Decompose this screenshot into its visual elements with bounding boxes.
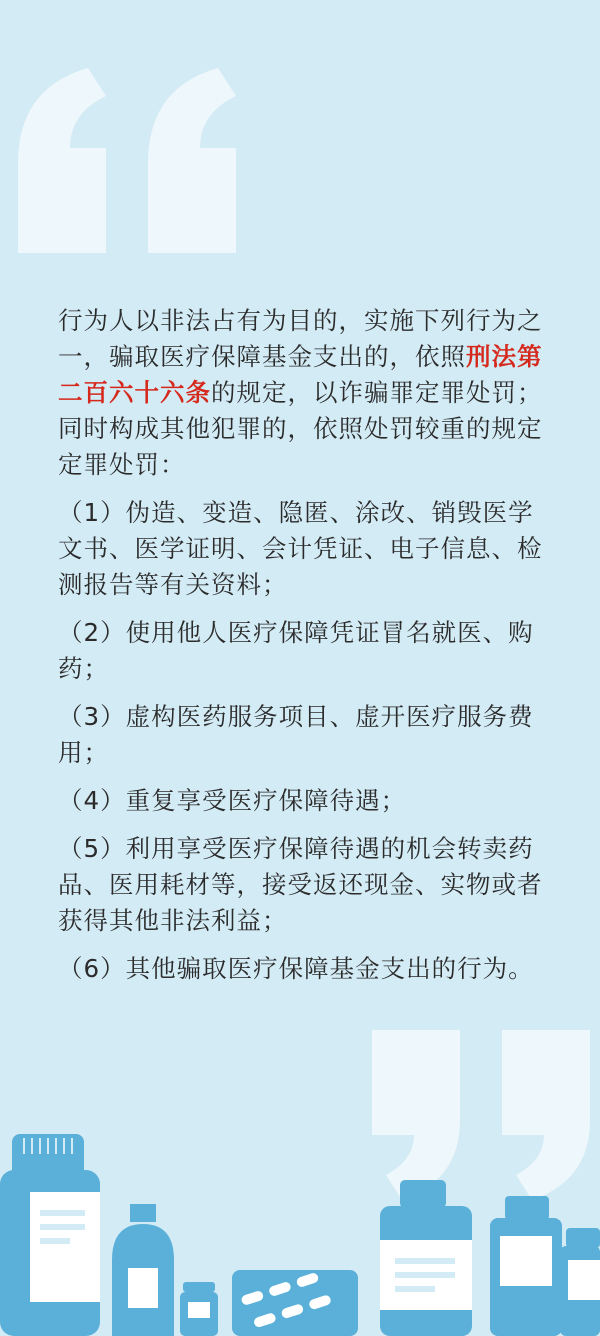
pill-blister-icon [232,1270,358,1336]
main-text [58,303,558,999]
list-item: （5）利用享受医疗保障待遇的机会转卖药品、医用耗材等，接受返还现金、实物或者获得其他非法利益； [58,834,543,935]
list-item: （2）使用他人医疗保障凭证冒名就医、购药； [58,618,534,683]
large-bottle-icon [0,1134,100,1336]
dropper-bottle-icon [112,1204,174,1336]
medicine-jar-icon [380,1180,472,1336]
intro-text-before: 行为人以非法占有为目的，实施下列行为之一，骗取医疗保障基金支出的，依照 [58,306,543,371]
list-item: （4）重复享受医疗保障待遇； [58,786,407,815]
open-quote-icon [18,68,248,253]
intro-text-after: 的规定，以诈骗罪定罪处罚；同时构成其他犯罪的，依照处罚较重的规定定罪处罚： [58,378,543,479]
list-item: （1）伪造、变造、隐匿、涂改、销毁医学文书、医学证明、会计凭证、电子信息、检测报告等有关资料； [58,498,543,599]
list-item: （3）虚构医药服务项目、虚开医疗服务费用； [58,702,534,767]
tall-bottle-icon [490,1196,600,1336]
medicine-bottles-illustration [0,1120,600,1336]
list-item: （6）其他骗取医疗保障基金支出的行为。 [58,954,534,983]
small-vial-icon [180,1282,218,1336]
criminal-law-reference: 刑法第二百六十六条 [58,342,543,407]
intro-paragraph [58,303,558,483]
